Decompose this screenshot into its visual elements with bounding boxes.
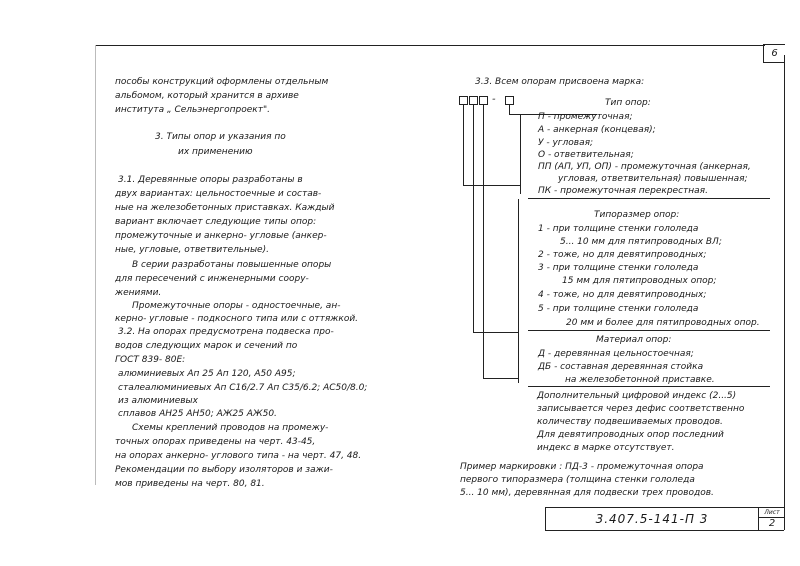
type-item: ПК - промежуточная перекрестная.: [538, 186, 708, 196]
marking-dash: -: [492, 94, 496, 105]
wire-mark-line: сталеалюминиевых Ап С16/2.7 Ап С35/6.2; АС50/8.0;: [118, 383, 368, 393]
group-bracket: [520, 114, 521, 194]
marking-box: [505, 96, 514, 105]
paragraph-3-2: 3.2. На опорах предусмотрена подвеска про-: [118, 327, 334, 337]
intro-line: альбомом, который хранится в архиве: [115, 91, 299, 101]
example-line: первого типоразмера (толщина стенки гололеда: [460, 475, 695, 485]
size-item: 15 мм для пятипроводных опор;: [562, 276, 717, 286]
material-item: ДБ - составная деревянная стойка: [538, 362, 704, 372]
frame-top-border: [95, 45, 765, 46]
section-heading: их применению: [178, 147, 253, 157]
leader-connector: [463, 185, 520, 186]
paragraph-intermediate: Промежуточные опоры - одностоечные, ан-: [132, 301, 341, 311]
size-item: 20 мм и более для пятипроводных опор.: [566, 318, 760, 328]
size-item: 3 - при толщине стенки гололеда: [538, 263, 699, 273]
sheet-header: Лист: [759, 508, 785, 518]
paragraph-schemes: на опорах анкерно- углового типа - на черт. 47, 48.: [115, 451, 362, 461]
frame-right-border: [784, 55, 785, 530]
intro-line: пособы конструкций оформлены отдельным: [115, 77, 329, 87]
type-heading: Тип опор:: [605, 98, 651, 108]
wire-mark-line: алюминиевых Ап 25 Ап 120, А50 А95;: [118, 369, 296, 379]
type-item: О - ответвительная;: [538, 150, 634, 160]
size-item: 5 - при толщине стенки гололеда: [538, 304, 699, 314]
type-item: У - угловая;: [538, 138, 594, 148]
marking-box: [479, 96, 488, 105]
paragraph-schemes: Рекомендации по выбору изоляторов и зажи-: [115, 465, 333, 475]
wire-mark-line: из алюминиевых: [118, 396, 198, 406]
extra-index-line: Дополнительный цифровой индекс (2...5): [537, 391, 737, 401]
paragraph-3-1: 3.1. Деревянные опоры разработаны в: [118, 175, 303, 185]
sheet-label: 6: [763, 44, 785, 63]
paragraph-schemes: мов приведены на черт. 80, 81.: [115, 479, 265, 489]
paragraph-3-1: ные на железобетонных приставках. Каждый: [115, 203, 335, 213]
document-code: 3.407.5-141-П 3: [595, 512, 709, 526]
leader-line: [483, 105, 484, 378]
section-divider: [528, 198, 770, 199]
section-divider: [528, 330, 770, 331]
material-heading: Материал опор:: [596, 335, 672, 345]
sheet-cell: [758, 508, 785, 531]
wire-mark-line: сплавов АН25 АН50; АЖ25 АЖ50.: [118, 409, 277, 419]
paragraph-3-1: двух вариантах: цельностоечные и состав-: [115, 189, 322, 199]
paragraph-3-1: ные, угловые, ответвительные).: [115, 245, 269, 255]
size-item: 2 - тоже, но для девятипроводных;: [538, 250, 707, 260]
extra-index-line: количеству подвешиваемых проводов.: [537, 417, 723, 427]
extra-index-line: записывается через дефис соответственно: [537, 404, 745, 414]
title-stamp: [545, 507, 784, 531]
type-item: П - промежуточная;: [538, 112, 633, 122]
leader-line: [463, 105, 464, 185]
paragraph-schemes: точных опорах приведены на черт. 43-45,: [115, 437, 316, 447]
section-heading: 3. Типы опор и указания по: [155, 132, 286, 142]
paragraph-intermediate: керно- угловые - подкосного типа или с оттяжкой.: [115, 314, 359, 324]
size-item: 5... 10 мм для пятипроводных ВЛ;: [560, 237, 722, 247]
leader-connector: [473, 332, 518, 333]
group-bracket: [518, 199, 519, 333]
paragraph-series: В серии разработаны повышенные опоры: [132, 260, 332, 270]
group-bracket: [518, 333, 519, 383]
paragraph-3-1: промежуточные и анкерно- угловые (анкер-: [115, 231, 327, 241]
leader-connector: [483, 378, 518, 379]
marking-box: [469, 96, 478, 105]
intro-line: института „ Сельэнергопроект".: [115, 105, 270, 115]
material-item: на железобетонной приставке.: [565, 375, 715, 385]
paragraph-series: жениями.: [115, 288, 162, 298]
material-item: Д - деревянная цельностоечная;: [538, 349, 694, 359]
paragraph-3-3: 3.3. Всем опорам присвоена марка:: [475, 77, 645, 87]
extra-index-line: индекс в марке отсутствует.: [537, 443, 675, 453]
marking-box: [459, 96, 468, 105]
extra-index-line: Для девятипроводных опор последний: [537, 430, 724, 440]
type-item: угловая, ответвительная) повышенная;: [558, 174, 748, 184]
type-item: ПП (АП, УП, ОП) - промежуточная (анкерная,: [538, 162, 751, 172]
paragraph-schemes: Схемы креплений проводов на промежу-: [132, 423, 329, 433]
size-heading: Типоразмер опор:: [594, 210, 680, 220]
type-item: А - анкерная (концевая);: [538, 125, 656, 135]
paragraph-3-1: вариант включает следующие типы опор:: [115, 217, 317, 227]
frame-left-border: [95, 45, 96, 485]
paragraph-3-2: водов следующих марок и сечений по: [115, 341, 298, 351]
size-item: 4 - тоже, но для девятипроводных;: [538, 290, 707, 300]
example-line: Пример маркировки : ПД-3 - промежуточная опора: [460, 462, 704, 472]
section-divider: [528, 386, 770, 387]
leader-line: [473, 105, 474, 332]
paragraph-3-2: ГОСТ 839- 80Е:: [115, 355, 186, 365]
paragraph-series: для пересечений с инженерными соору-: [115, 274, 309, 284]
example-line: 5... 10 мм), деревянная для подвески трех проводов.: [460, 488, 714, 498]
size-item: 1 - при толщине стенки гололеда: [538, 224, 699, 234]
sheet-number: 2: [768, 518, 776, 529]
